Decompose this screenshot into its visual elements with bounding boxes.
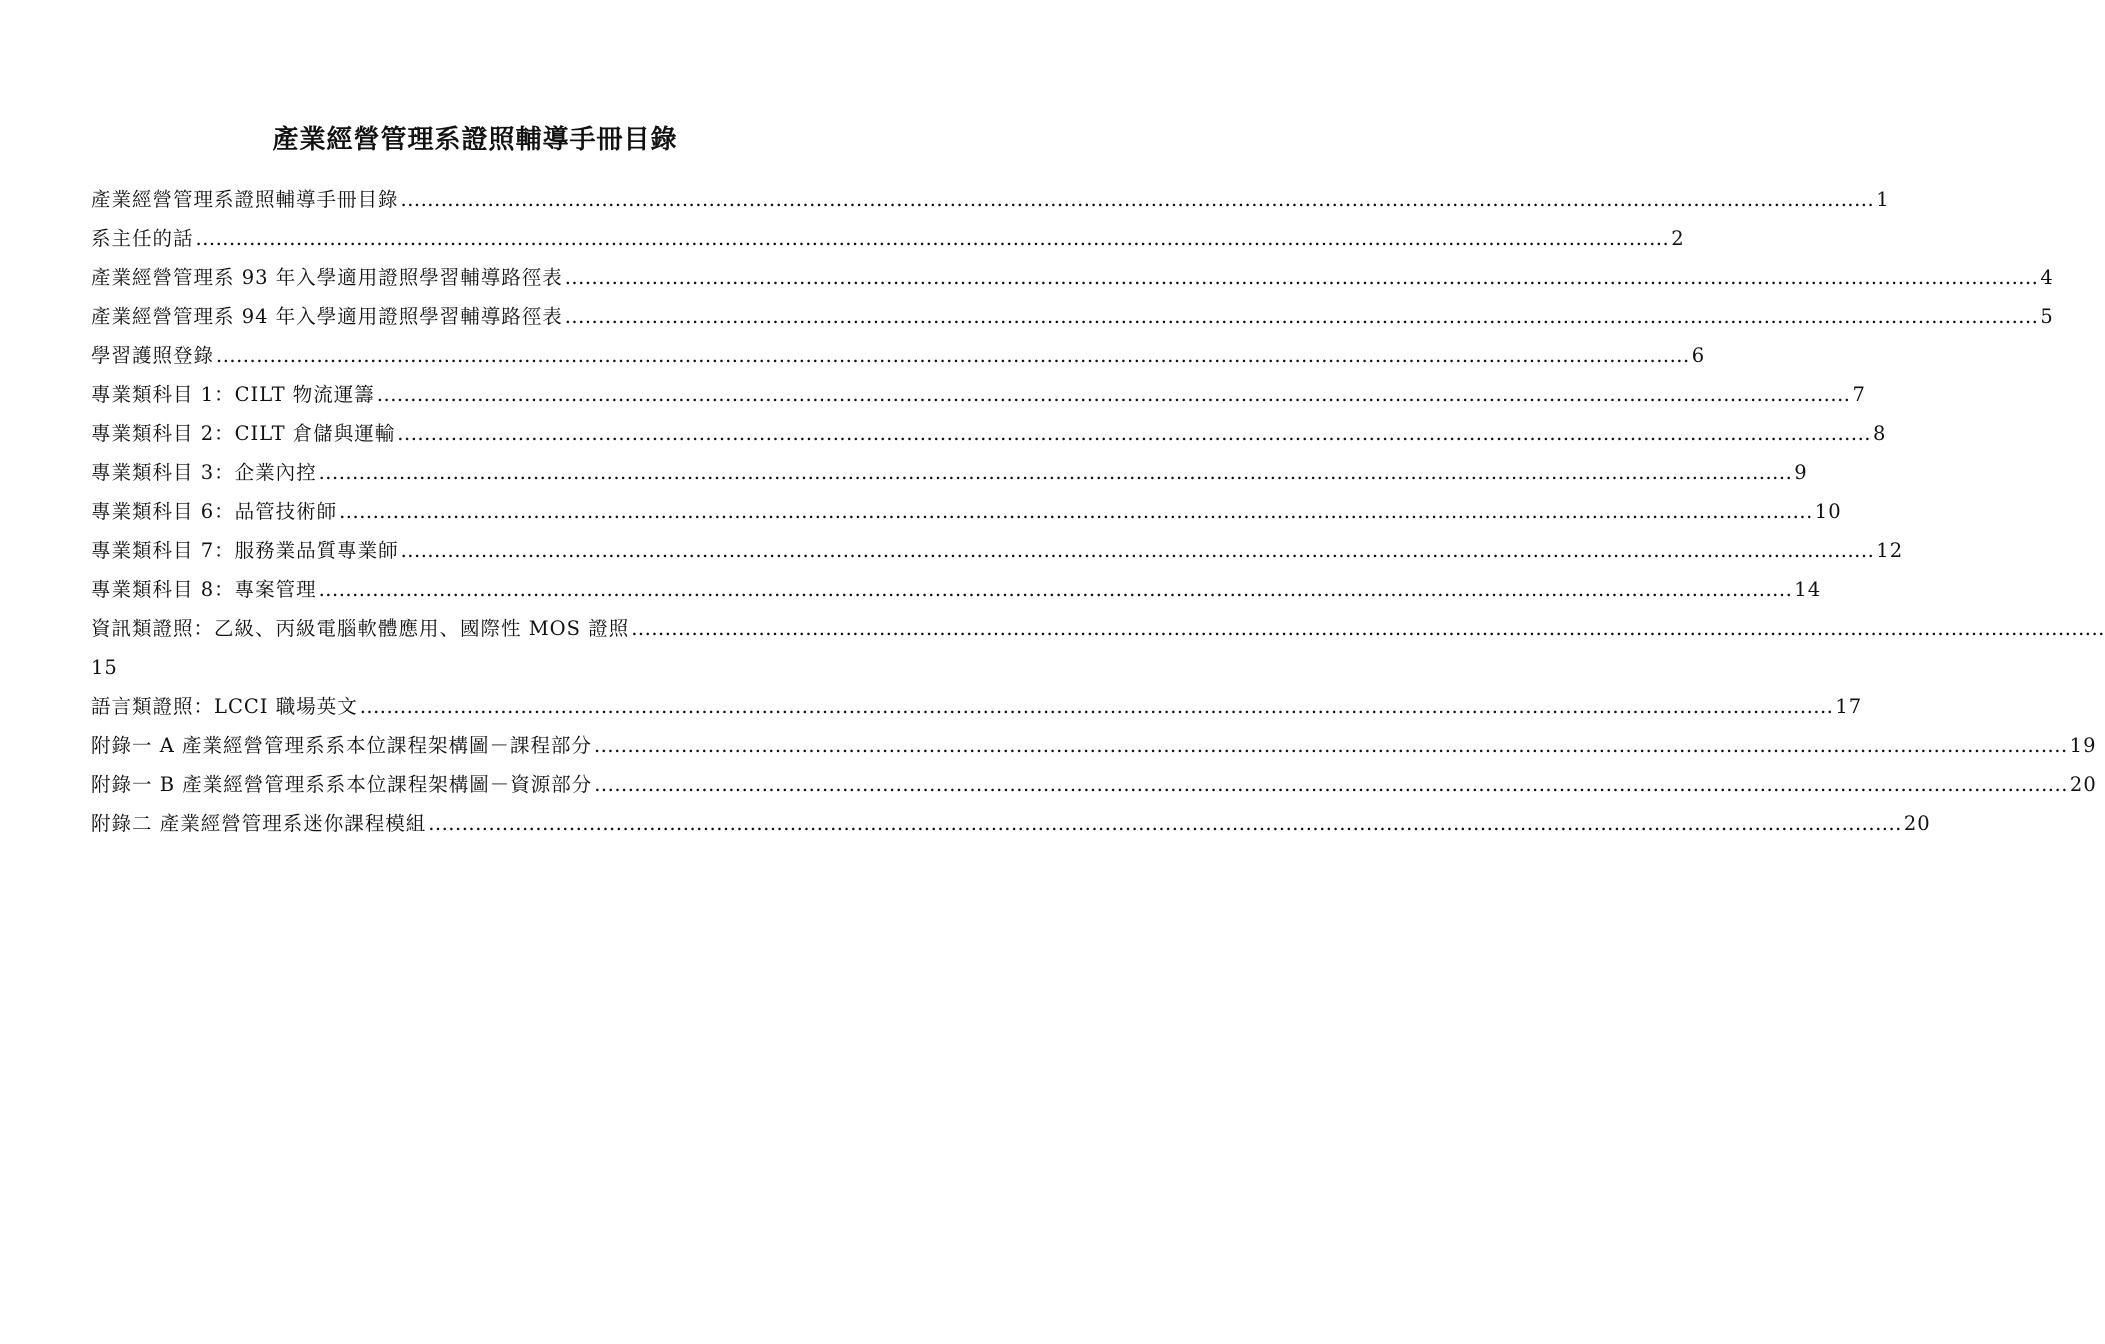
toc-dot-leader: ............................................................................................................................................................................................................................: [216, 344, 1690, 367]
toc-entry-label: 專業類科目 6：品管技術師: [91, 500, 338, 523]
toc-entry[interactable]: [91, 609, 2105, 687]
toc-dot-leader: ............................................................................................................................................................................................................................: [318, 578, 1793, 601]
toc-page-number: 14: [1794, 578, 1822, 601]
toc-entry-label: 產業經營管理系證照輔導手冊目錄: [91, 188, 399, 211]
toc-dot-leader: ............................................................................................................................................................................................................................: [564, 305, 2039, 328]
toc-dot-leader: ............................................................................................................................................................................................................................: [594, 773, 2068, 796]
toc-entry[interactable]: [91, 375, 1866, 414]
toc-entry-label: 學習護照登錄: [91, 344, 215, 367]
toc-entry[interactable]: [91, 219, 1685, 258]
toc-page-number: 12: [1876, 539, 1904, 562]
toc-entry-label: 產業經營管理系 94 年入學適用證照學習輔導路徑表: [91, 305, 563, 328]
document-title: 產業經營管理系證照輔導手冊目錄: [272, 125, 678, 155]
toc-entry[interactable]: [91, 453, 1808, 492]
toc-page-number: 20: [2069, 773, 2097, 796]
toc-dot-leader: ............................................................................................................................................................................................................................: [318, 461, 1793, 484]
toc-entry[interactable]: [91, 687, 1863, 726]
toc-page-number: 9: [1794, 461, 1808, 484]
toc-entry[interactable]: [91, 765, 2097, 804]
toc-page-number: 8: [1872, 422, 1887, 445]
toc-page-number: 19: [2069, 734, 2097, 757]
toc-entry-label: 專業類科目 8：專案管理: [91, 578, 317, 601]
toc-entry[interactable]: [91, 531, 1904, 570]
toc-entry-label: 專業類科目 2：CILT 倉儲與運輸: [91, 422, 396, 445]
toc-entry-label: 系主任的話: [91, 227, 194, 250]
toc-page-number: 15: [91, 656, 118, 679]
toc-dot-leader: ............................................................................................................................................................................................................................: [428, 812, 1902, 835]
toc-entry-label: 語言類證照：LCCI 職場英文: [91, 695, 358, 718]
toc-dot-leader: ............................................................................................................................................................................................................................: [631, 617, 2105, 640]
toc-dot-leader: ............................................................................................................................................................................................................................: [359, 695, 1834, 718]
toc-page-number: 2: [1671, 227, 1685, 250]
toc-entry[interactable]: [91, 804, 1931, 843]
toc-page-number: 4: [2040, 266, 2054, 289]
toc-entry-label: 專業類科目 7：服務業品質專業師: [91, 539, 399, 562]
toc-dot-leader: ............................................................................................................................................................................................................................: [564, 266, 2039, 289]
toc-entry-label: 附錄二 產業經營管理系迷你課程模組: [91, 812, 427, 835]
toc-entry[interactable]: [91, 297, 2054, 336]
toc-entry[interactable]: [91, 570, 1822, 609]
toc-entry-label: 產業經營管理系 93 年入學適用證照學習輔導路徑表: [91, 266, 563, 289]
toc-page-number: 20: [1903, 812, 1931, 835]
table-of-contents: [91, 180, 2105, 843]
toc-dot-leader: ............................................................................................................................................................................................................................: [400, 188, 1875, 211]
toc-page-number: 6: [1691, 344, 1706, 367]
toc-dot-leader: ............................................................................................................................................................................................................................: [339, 500, 1813, 523]
toc-page-number: 17: [1835, 695, 1863, 718]
toc-entry-label: 專業類科目 3：企業內控: [91, 461, 317, 484]
toc-dot-leader: ............................................................................................................................................................................................................................: [397, 422, 1871, 445]
toc-dot-leader: ............................................................................................................................................................................................................................: [376, 383, 1851, 406]
toc-dot-leader: ............................................................................................................................................................................................................................: [400, 539, 1875, 562]
toc-entry[interactable]: [91, 414, 1887, 453]
toc-entry-label: 專業類科目 1：CILT 物流運籌: [91, 383, 375, 406]
toc-page-number: 7: [1852, 383, 1866, 406]
toc-dot-leader: ............................................................................................................................................................................................................................: [195, 227, 1670, 250]
toc-entry[interactable]: [91, 726, 2097, 765]
toc-page-number: 1: [1876, 188, 1890, 211]
toc-entry-label: 資訊類證照：乙級、丙級電腦軟體應用、國際性 MOS 證照: [91, 617, 630, 640]
toc-entry[interactable]: [91, 336, 1706, 375]
toc-entry[interactable]: [91, 492, 1842, 531]
toc-entry[interactable]: [91, 180, 1890, 219]
toc-dot-leader: ............................................................................................................................................................................................................................: [593, 734, 2068, 757]
toc-page-number: 10: [1814, 500, 1842, 523]
toc-page-number: 5: [2040, 305, 2054, 328]
toc-entry-first-line: [91, 609, 2105, 648]
toc-entry-label: 附錄一 B 產業經營管理系系本位課程架構圖－資源部分: [91, 773, 593, 796]
toc-entry[interactable]: [91, 258, 2054, 297]
toc-entry-label: 附錄一 A 產業經營管理系系本位課程架構圖－課程部分: [91, 734, 592, 757]
